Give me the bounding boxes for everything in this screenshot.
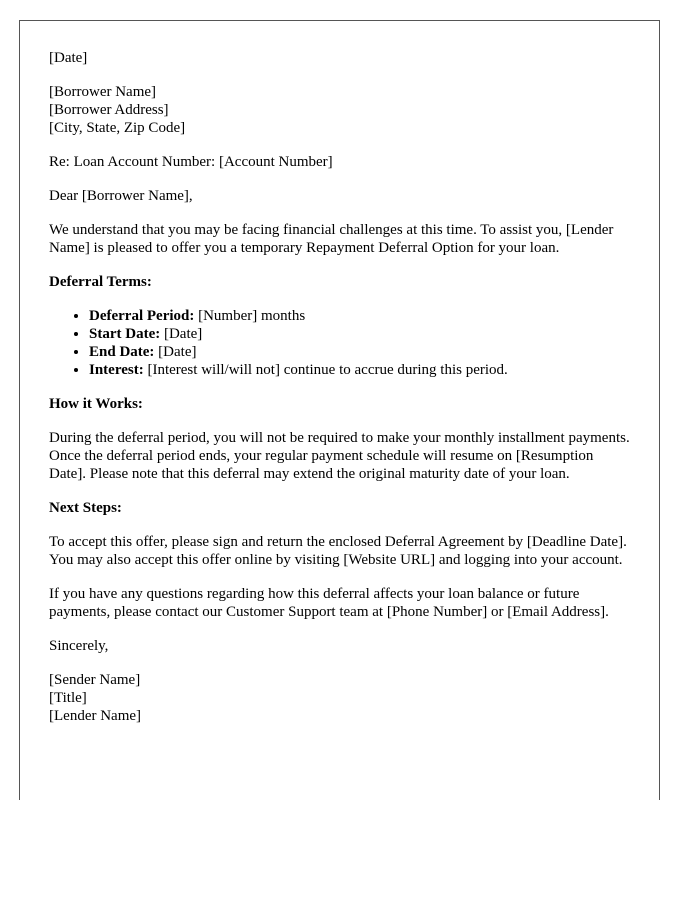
intro-paragraph: We understand that you may be facing financial challenges at this time. To assist you, [Lender Name] is pleased to offer you a temporary Repayment Deferral Option for your loan. bbox=[49, 222, 614, 256]
recipient-address: [Borrower Address] bbox=[49, 102, 169, 118]
lender-name: [Lender Name] bbox=[49, 708, 142, 724]
next-steps-heading: Next Steps: bbox=[49, 500, 122, 516]
term-value: [Date] bbox=[160, 326, 203, 342]
term-value: [Date] bbox=[154, 344, 197, 360]
recipient-name: [Borrower Name] bbox=[49, 84, 157, 100]
closing: Sincerely, bbox=[49, 638, 109, 654]
list-item-deferral-period bbox=[89, 307, 630, 325]
questions-paragraph: If you have any questions regarding how this deferral affects your loan balance or future payments, please contact our Customer Support team at [Phone Number] or [Email Address]. bbox=[49, 586, 609, 620]
term-label: Start Date: bbox=[89, 326, 161, 342]
sender-title: [Title] bbox=[49, 690, 87, 706]
signature-block bbox=[49, 671, 630, 725]
sender-name: [Sender Name] bbox=[49, 672, 141, 688]
term-value: [Number] months bbox=[194, 308, 306, 324]
term-value: [Interest will/will not] continue to accrue during this period. bbox=[143, 362, 508, 378]
salutation: Dear [Borrower Name], bbox=[49, 188, 193, 204]
next-steps-paragraph: To accept this offer, please sign and return the enclosed Deferral Agreement by [Deadline Date]. You may also accept this offer online by visiting [Website URL] and logging into your account. bbox=[49, 534, 627, 568]
list-item-end-date bbox=[89, 343, 630, 361]
how-it-works-heading: How it Works: bbox=[49, 396, 143, 412]
recipient-city-state-zip: [City, State, Zip Code] bbox=[49, 120, 186, 136]
deferral-terms-heading: Deferral Terms: bbox=[49, 274, 152, 290]
list-item-interest bbox=[89, 361, 630, 379]
how-it-works-paragraph: During the deferral period, you will not be required to make your monthly installment payments. Once the deferral period ends, your regular payment schedule will resume on [Resumption Date]. Please note that this deferral may extend the original maturity date of your loan. bbox=[49, 430, 630, 482]
recipient-address-block bbox=[49, 83, 630, 137]
term-label: Interest: bbox=[89, 362, 144, 378]
term-label: Deferral Period: bbox=[89, 308, 195, 324]
list-item-start-date bbox=[89, 325, 630, 343]
term-label: End Date: bbox=[89, 344, 155, 360]
reference-line: Re: Loan Account Number: [Account Number] bbox=[49, 154, 333, 170]
letter-page bbox=[19, 20, 660, 800]
deferral-terms-list bbox=[49, 307, 630, 379]
letter-date: [Date] bbox=[49, 50, 88, 66]
